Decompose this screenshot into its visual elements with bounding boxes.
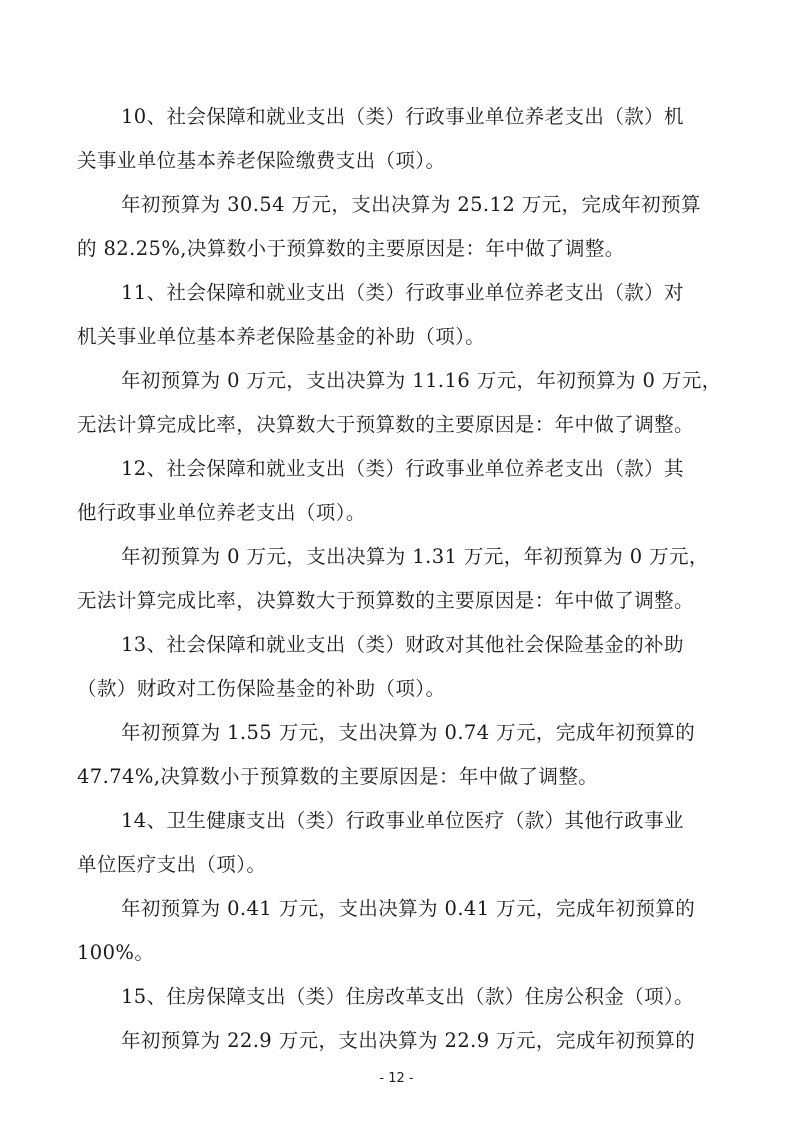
item-11-body-line-2: 无法计算完成比率，决算数大于预算数的主要原因是：年中做了调整。 — [77, 413, 694, 436]
item-15-title-line-1: 15、住房保障支出（类）住房改革支出（款）住房公积金（项）。 — [121, 985, 695, 1008]
item-11-title-line-1: 11、社会保障和就业支出（类）行政事业单位养老支出（款）对 — [121, 281, 684, 304]
item-12-title-line-2: 他行政事业单位养老支出（项）。 — [77, 501, 366, 524]
item-11-title-line-2: 机关事业单位基本养老保险基金的补助（项）。 — [77, 325, 486, 348]
item-14-body-line-1: 年初预算为 0.41 万元，支出决算为 0.41 万元，完成年初预算的 — [121, 897, 696, 920]
item-14-body-line-2: 100%。 — [77, 941, 155, 964]
item-12-body-line-1: 年初预算为 0 万元，支出决算为 1.31 万元，年初预算为 0 万元， — [121, 545, 709, 568]
item-10-body-line-2: 的 82.25%,决算数小于预算数的主要原因是：年中做了调整。 — [77, 237, 625, 260]
item-12-body-line-2: 无法计算完成比率，决算数大于预算数的主要原因是：年中做了调整。 — [77, 589, 694, 612]
item-10-title-line-2: 关事业单位基本养老保险缴费支出（项）。 — [77, 149, 446, 172]
item-14-title-line-1: 14、卫生健康支出（类）行政事业单位医疗（款）其他行政事业 — [121, 809, 684, 832]
item-13-title-line-2: （款）财政对工伤保险基金的补助（项）。 — [77, 677, 446, 700]
item-11-body-line-1: 年初预算为 0 万元，支出决算为 11.16 万元，年初预算为 0 万元， — [121, 369, 722, 392]
item-13-body-line-1: 年初预算为 1.55 万元，支出决算为 0.74 万元，完成年初预算的 — [121, 721, 696, 744]
item-15-body-line-1: 年初预算为 22.9 万元，支出决算为 22.9 万元，完成年初预算的 — [121, 1029, 696, 1052]
item-12-title-line-1: 12、社会保障和就业支出（类）行政事业单位养老支出（款）其 — [121, 457, 684, 480]
item-13-title-line-1: 13、社会保障和就业支出（类）财政对其他社会保险基金的补助 — [121, 633, 684, 656]
item-13-body-line-2: 47.74%,决算数小于预算数的主要原因是：年中做了调整。 — [77, 765, 599, 788]
item-14-title-line-2: 单位医疗支出（项）。 — [77, 853, 267, 876]
item-10-title-line-1: 10、社会保障和就业支出（类）行政事业单位养老支出（款）机 — [121, 105, 684, 128]
item-10-body-line-1: 年初预算为 30.54 万元，支出决算为 25.12 万元，完成年初预算 — [121, 193, 701, 216]
page-number: - 12 - — [379, 1071, 414, 1086]
